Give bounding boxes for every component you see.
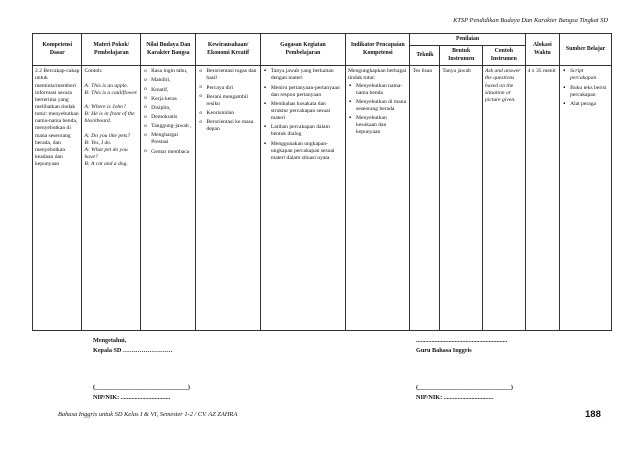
kompetensi-text: Bercakap-cakap untuk meminta/memberi informasi secara berterima yang melibatkan tindak tutur: menyebutkan nama-nama benda, menyebutkan di mana seseorang berada, dan menyebutkan keadaan dan kepunyaan bbox=[35, 68, 80, 168]
header-sumber: Sumber Belajar bbox=[560, 34, 612, 66]
cell-kewirausahaan bbox=[196, 66, 260, 331]
list-item: ▪ Alat peraga bbox=[570, 101, 609, 108]
list-item: o Tanggung-jawab , bbox=[151, 123, 193, 130]
cell-contoh: Ask and answer the questions based on the situation or picture given. bbox=[482, 66, 525, 331]
signature-title: Mengetahui, bbox=[93, 337, 127, 344]
list-item: o Keorisinilan bbox=[206, 110, 257, 117]
cell-kompetensi bbox=[33, 66, 82, 331]
cell-kegiatan bbox=[260, 66, 345, 331]
header-teknik: Teknik bbox=[410, 46, 440, 66]
header-alokasi: Alokasi Waktu bbox=[525, 34, 560, 66]
cell-nilai bbox=[141, 66, 196, 331]
list-item: ▪ Tanya jawab yang berkaitan dengan materi bbox=[271, 68, 343, 82]
signature-name-principal bbox=[93, 383, 190, 403]
list-item: o Disiplin, bbox=[151, 105, 193, 112]
cell-indikator bbox=[346, 66, 410, 331]
materi-example: A: Where is John? bbox=[84, 104, 126, 110]
list-item: ▪ Menyebutkan kesukaan dan kepunyaan bbox=[356, 115, 407, 136]
signature-role: Guru Bahasa Inggris bbox=[416, 346, 472, 354]
list-item: ▪ Menggunakan ungkapan-ungkapan percakapan sesuai materi dalam situasi nyata bbox=[271, 141, 343, 162]
list-item: o Berani mengambil resiko bbox=[206, 94, 257, 108]
indikator-list bbox=[348, 83, 407, 137]
signature-nip: NIP/NIK: ................................ bbox=[93, 393, 171, 401]
syllabus-table bbox=[32, 33, 612, 331]
cell-materi bbox=[82, 66, 141, 331]
list-item: o Berorientasi ke masa depan bbox=[206, 119, 257, 133]
list-item: o Berorientasi tugas dan hasil bbox=[206, 68, 257, 82]
cell-bentuk: Tanya jawab bbox=[440, 66, 483, 331]
table-row bbox=[33, 66, 612, 331]
list-item: ▪ Menyebutkan nama-nama benda bbox=[356, 83, 407, 97]
materi-example: B: Yes, I do. bbox=[84, 139, 112, 146]
sumber-list bbox=[562, 68, 609, 108]
list-item: o Kreatif, bbox=[151, 87, 193, 94]
list-item: o Demokratis bbox=[151, 114, 193, 121]
cell-alokasi: 4 x 35 menit bbox=[525, 66, 560, 331]
header-contoh: Contoh Instrumen bbox=[482, 46, 525, 66]
signature-name-teacher bbox=[416, 383, 513, 403]
list-item: ▪ Menyebutkan di mana seseorang berada bbox=[356, 99, 407, 113]
list-item: ▪ Script percakapan bbox=[570, 68, 609, 82]
materi-example: B: He is in front of the blackboard. bbox=[84, 111, 135, 125]
list-item: o Percaya diri bbox=[206, 85, 257, 92]
nilai-list bbox=[143, 68, 193, 156]
signature-block-teacher bbox=[416, 336, 507, 356]
list-item: ▪ Membahas kosakata dan struktur percakapan sesuai materi bbox=[271, 101, 343, 122]
cell-teknik: Tes lisan bbox=[410, 66, 440, 331]
signature-name-line: (______________________________) bbox=[416, 384, 513, 391]
materi-label: Contoh: bbox=[84, 68, 103, 75]
signature-role: Kepala SD …………………… bbox=[93, 346, 173, 354]
signature-name-line: (______________________________) bbox=[93, 384, 190, 391]
header-bentuk: Bentuk Instrumen bbox=[440, 46, 483, 66]
list-item: o Rasa ingin tahu, bbox=[151, 68, 193, 75]
kompetensi-number: 2.2 bbox=[35, 68, 42, 75]
footer-text: Bahasa Inggris untuk SD Kelas I & VI, Semester 1-2 / CV. AZ ZAHRA bbox=[58, 411, 238, 418]
materi-example: B: A cat and a dog. bbox=[84, 161, 128, 168]
materi-example: B: This is a cauliflower. bbox=[84, 89, 138, 96]
header-kompetensi: Kompetensi Dasar bbox=[33, 34, 82, 66]
list-item: ▪ Meniru pertanyaan-pertanyaan dan respon pertanyaan bbox=[271, 85, 343, 99]
header-penilaian: Penilaian bbox=[410, 34, 525, 46]
signature-nip: NIP/NIK: ................................ bbox=[416, 393, 494, 401]
materi-example: A: What pet do you have? bbox=[84, 146, 128, 161]
materi-example: A: This is an apple. bbox=[84, 82, 129, 89]
signature-dots: ........................................................... bbox=[416, 337, 508, 344]
header-kewirausahaan: Kewirausahaan/ Ekonomi Kreatif bbox=[196, 34, 260, 66]
kewirausahaan-list bbox=[198, 68, 257, 133]
list-item: o Gemar membaca bbox=[151, 149, 193, 156]
page-number: 188 bbox=[585, 409, 601, 420]
signature-block-principal bbox=[93, 336, 172, 356]
indikator-intro: Mengungkapkan berbagai tindak tutur: bbox=[348, 68, 407, 82]
header-kegiatan: Gagasan Kegiatan Pembelajaran bbox=[260, 34, 345, 66]
header-materi: Materi Pokok/ Pembelajaran bbox=[82, 34, 141, 66]
list-item: o Mandiri, bbox=[151, 77, 193, 84]
document-header: KTSP Pendidikan Budaya Dan Karakter Bangsa Tingkat SD bbox=[453, 17, 608, 24]
header-nilai: Nilai Budaya Dan Karakter Bangsa bbox=[141, 34, 196, 66]
kegiatan-list bbox=[263, 68, 343, 162]
list-item: o Kerja keras bbox=[151, 96, 193, 103]
list-item: o Menghargai Prestasi bbox=[151, 132, 193, 146]
header-indikator: Indikator Pencapaian Kompetensi bbox=[346, 34, 410, 66]
list-item: ▪ Buku teks berisi percakapan bbox=[570, 85, 609, 99]
materi-example: A: Do you like pets? bbox=[84, 132, 131, 139]
list-item: ▪ Latihan percakapan dalam bentuk dialog bbox=[271, 124, 343, 138]
cell-sumber bbox=[560, 66, 612, 331]
